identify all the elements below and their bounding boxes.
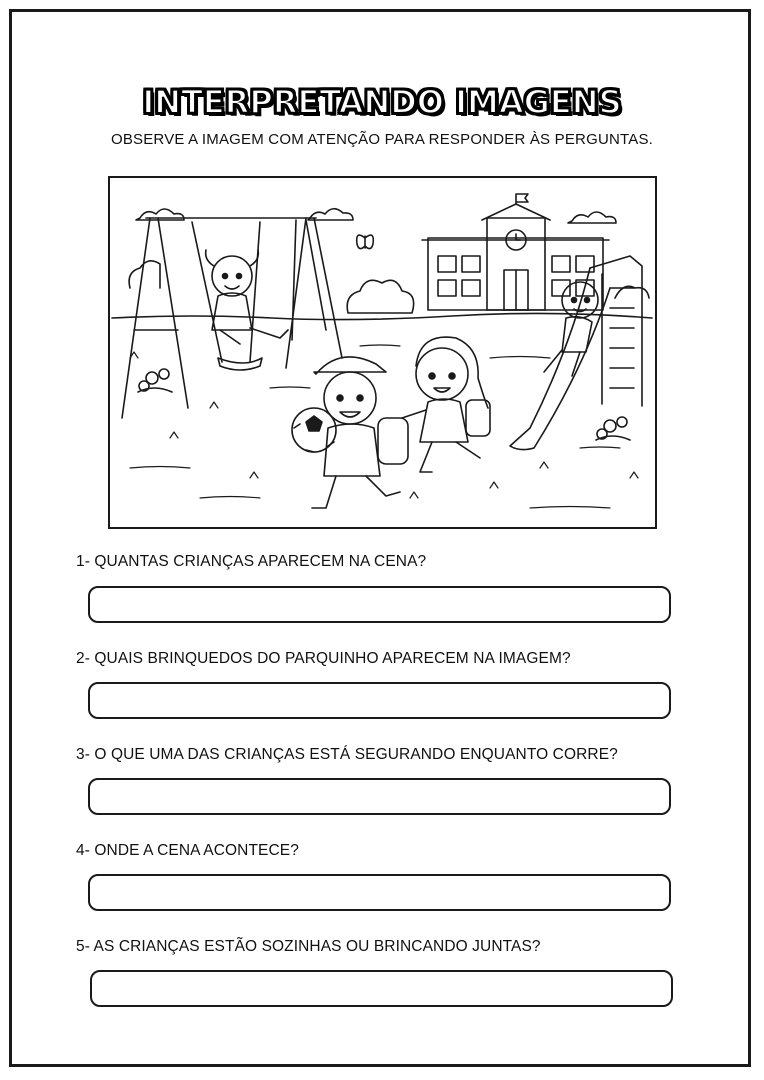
page-title: INTERPRETANDO IMAGENS: [142, 83, 622, 121]
butterfly-icon: [357, 235, 374, 248]
girl-on-swing: [206, 250, 288, 344]
answer-box-1[interactable]: [88, 586, 671, 623]
playground-illustration: [108, 176, 657, 529]
question-3: 3- O QUE UMA DAS CRIANÇAS ESTÁ SEGURANDO ENQUANTO CORRE?: [76, 746, 618, 763]
answer-box-5[interactable]: [90, 970, 673, 1007]
answer-box-3[interactable]: [88, 778, 671, 815]
boy-with-ball: [292, 357, 408, 508]
question-1: 1- QUANTAS CRIANÇAS APARECEM NA CENA?: [76, 553, 427, 570]
instruction-text: OBSERVE A IMAGEM COM ATENÇÃO PARA RESPONDER ÀS PERGUNTAS.: [110, 131, 654, 148]
cloud-icon: [136, 209, 616, 223]
school-building: [422, 194, 609, 310]
answer-box-4[interactable]: [88, 874, 671, 911]
question-5: 5- AS CRIANÇAS ESTÃO SOZINHAS OU BRINCANDO JUNTAS?: [76, 938, 541, 955]
question-2: 2- QUAIS BRINQUEDOS DO PARQUINHO APARECEM NA IMAGEM?: [76, 650, 571, 667]
question-4: 4- ONDE A CENA ACONTECE?: [76, 842, 299, 859]
bushes: [129, 261, 649, 313]
answer-box-2[interactable]: [88, 682, 671, 719]
girl-running: [402, 337, 490, 472]
